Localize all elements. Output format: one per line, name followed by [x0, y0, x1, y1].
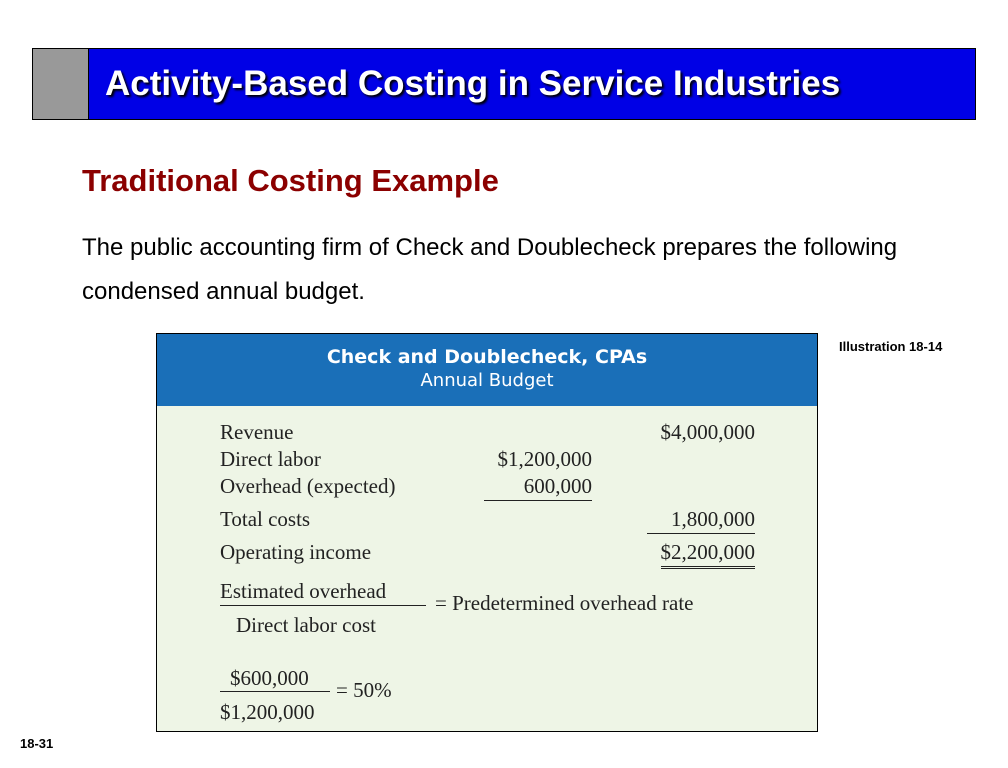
revenue-label: Revenue: [220, 420, 294, 444]
direct-labor-label: Direct labor: [220, 447, 321, 471]
formula-denominator: Direct labor cost: [236, 613, 376, 637]
slide-subtitle: Traditional Costing Example: [82, 163, 499, 198]
overhead-amount: 600,000: [484, 474, 592, 501]
formula-numerator: Estimated overhead: [220, 579, 387, 603]
budget-header: [157, 334, 817, 406]
overhead-label: Overhead (expected): [220, 474, 396, 498]
calc-result: = 50%: [336, 678, 392, 702]
title-bar: [32, 48, 976, 120]
budget-heading: Annual Budget: [420, 370, 554, 391]
title-banner: [89, 49, 975, 119]
slide-body-text: The public accounting firm of Check and Doublecheck prepares the following condensed annual budget.: [82, 234, 898, 305]
operating-income-label: Operating income: [220, 540, 372, 564]
direct-labor-amount: $1,200,000: [497, 447, 592, 471]
total-costs-label: Total costs: [220, 507, 311, 531]
revenue-total: $4,000,000: [660, 420, 755, 444]
calc-denominator: $1,200,000: [220, 700, 315, 724]
illustration-label: Illustration 18-14: [839, 339, 943, 354]
formula-result: = Predetermined overhead rate: [435, 591, 694, 615]
operating-income-total: $2,200,000: [661, 540, 756, 569]
budget-illustration: [156, 333, 818, 732]
slide-title: Activity-Based Costing in Service Industries: [105, 64, 841, 103]
total-costs-total: 1,800,000: [647, 507, 755, 534]
calc-fraction-line: [220, 691, 330, 692]
slide-number: 18-31: [20, 736, 54, 751]
formula-fraction-line: [220, 605, 426, 606]
title-accent-block: [33, 49, 89, 119]
calc-numerator: $600,000: [230, 666, 309, 690]
budget-firm-name: Check and Doublecheck, CPAs: [326, 346, 648, 368]
